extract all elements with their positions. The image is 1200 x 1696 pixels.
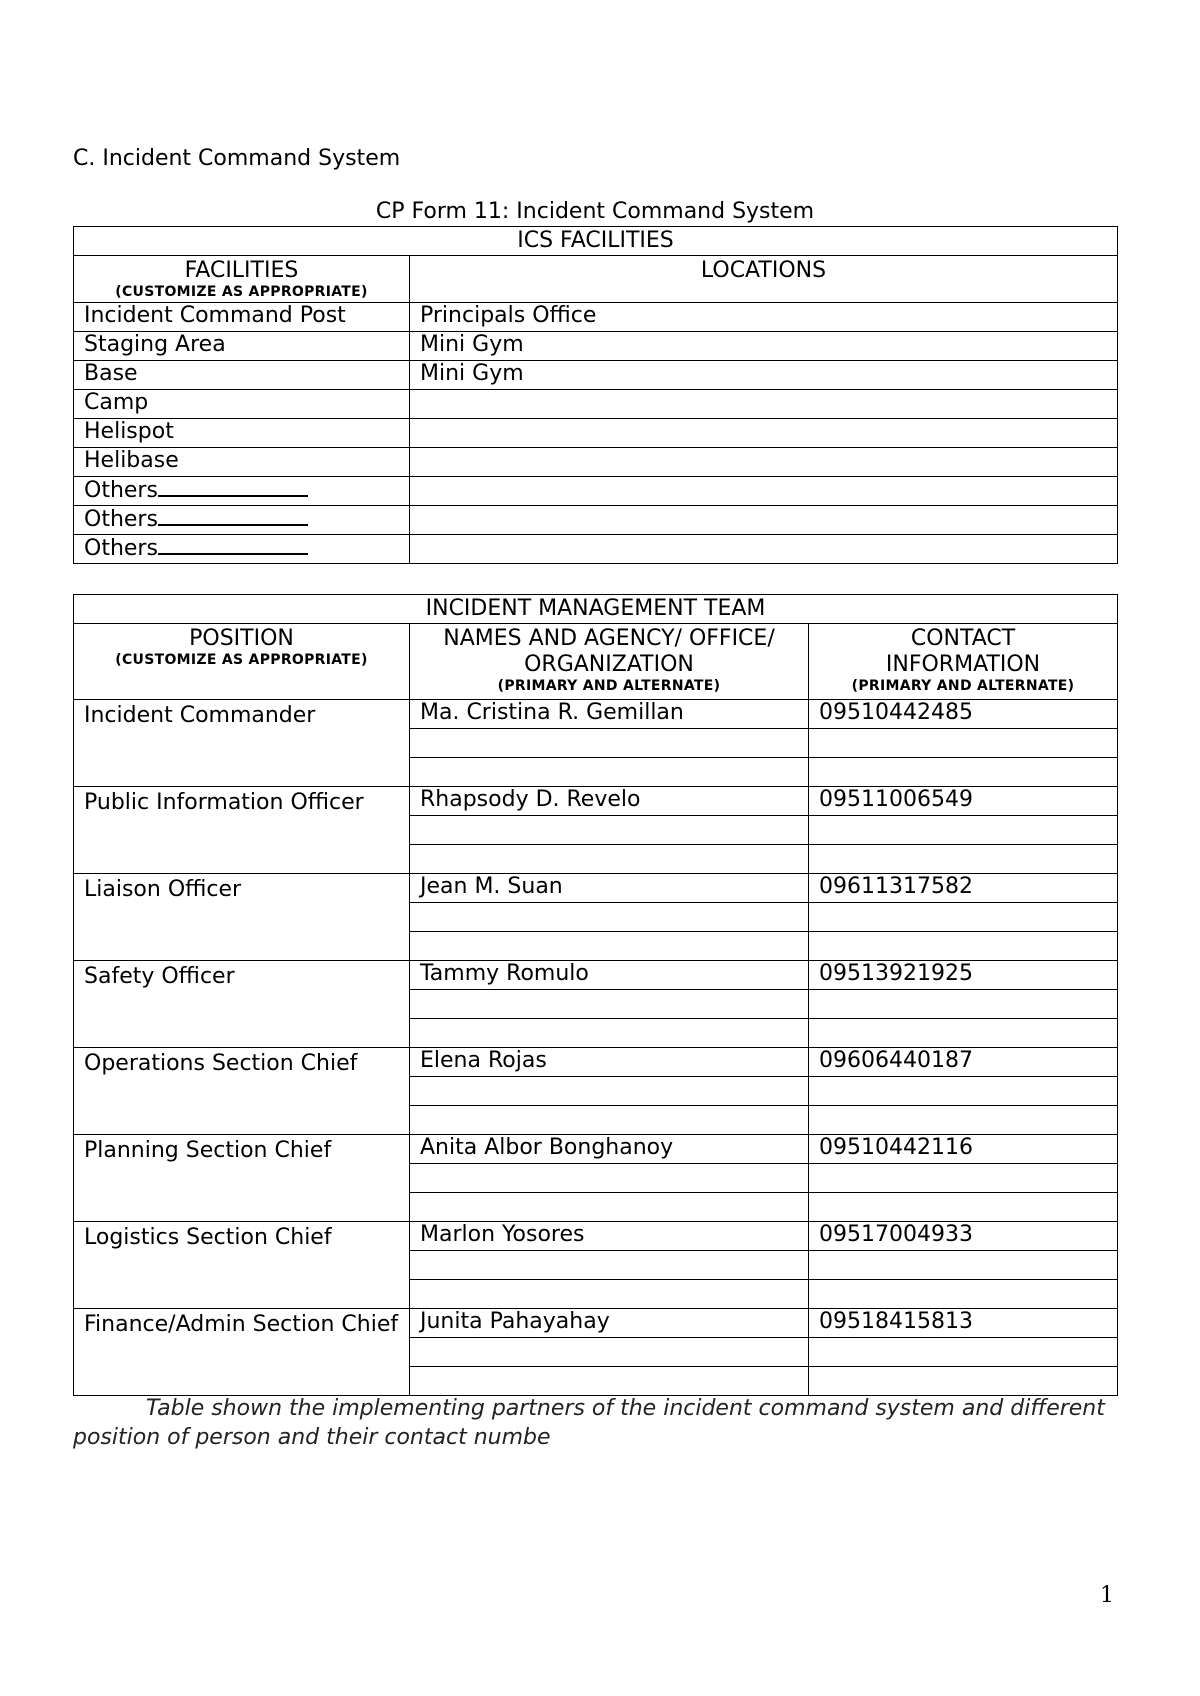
facility-location xyxy=(410,448,1118,477)
member-contact: 09518415813 xyxy=(809,1309,1118,1338)
alternate-contact-cell xyxy=(809,816,1118,845)
names-header xyxy=(410,624,809,700)
alternate-contact-cell xyxy=(809,1367,1118,1396)
facility-location xyxy=(410,477,1118,506)
facility-location xyxy=(410,390,1118,419)
alternate-name-cell xyxy=(410,1280,809,1309)
team-row xyxy=(74,1135,1118,1164)
table-caption xyxy=(73,1394,1117,1452)
facility-name: Others xyxy=(84,536,158,561)
facility-name: Camp xyxy=(84,390,149,415)
table-caption-text: Table shown the implementing partners of the incident command system and different position of person and their contact numbe xyxy=(73,1396,1105,1450)
member-contact: 09513921925 xyxy=(809,961,1118,990)
facility-name-cell xyxy=(74,303,410,332)
blank-fill-line xyxy=(158,477,308,497)
blank-fill-line xyxy=(158,535,308,555)
facility-name-cell xyxy=(74,506,410,535)
facility-name: Incident Command Post xyxy=(84,303,346,328)
facility-name-cell xyxy=(74,535,410,564)
alternate-contact-cell xyxy=(809,1106,1118,1135)
alternate-name-cell xyxy=(410,1251,809,1280)
alternate-name-cell xyxy=(410,1019,809,1048)
page-number: 1 xyxy=(1100,1583,1114,1608)
facility-row xyxy=(74,477,1118,506)
facility-name: Base xyxy=(84,361,138,386)
alternate-name-cell xyxy=(410,1193,809,1222)
alternate-name-cell xyxy=(410,1106,809,1135)
facilities-header-label: FACILITIES xyxy=(184,258,299,283)
position-header-label: POSITION xyxy=(189,626,294,651)
facility-row xyxy=(74,535,1118,564)
facility-name-cell xyxy=(74,448,410,477)
member-contact: 09611317582 xyxy=(809,874,1118,903)
alternate-contact-cell xyxy=(809,729,1118,758)
facility-location: Mini Gym xyxy=(410,361,1118,390)
alternate-name-cell xyxy=(410,729,809,758)
position-cell: Operations Section Chief xyxy=(74,1048,410,1135)
member-name: Ma. Cristina R. Gemillan xyxy=(410,700,809,729)
facility-row xyxy=(74,361,1118,390)
names-header-note: (PRIMARY AND ALTERNATE) xyxy=(497,678,721,694)
team-row xyxy=(74,1222,1118,1251)
team-row xyxy=(74,961,1118,990)
alternate-name-cell xyxy=(410,816,809,845)
position-cell: Finance/Admin Section Chief xyxy=(74,1309,410,1396)
facility-name-cell xyxy=(74,419,410,448)
ics-facilities-table xyxy=(73,226,1118,564)
blank-fill-line xyxy=(158,506,308,526)
team-row xyxy=(74,1048,1118,1077)
locations-header: LOCATIONS xyxy=(410,256,1118,303)
contact-header-line2: INFORMATION xyxy=(885,652,1041,677)
contact-header-line1: CONTACT xyxy=(910,626,1016,651)
alternate-contact-cell xyxy=(809,932,1118,961)
names-header-line1: NAMES AND AGENCY/ OFFICE/ xyxy=(443,626,775,651)
facility-location xyxy=(410,419,1118,448)
alternate-contact-cell xyxy=(809,1019,1118,1048)
member-name: Marlon Yosores xyxy=(410,1222,809,1251)
facility-row xyxy=(74,303,1118,332)
incident-management-team-table xyxy=(73,594,1118,1396)
alternate-contact-cell xyxy=(809,1251,1118,1280)
facility-location xyxy=(410,535,1118,564)
facility-row xyxy=(74,332,1118,361)
alternate-name-cell xyxy=(410,1077,809,1106)
team-row xyxy=(74,1309,1118,1338)
position-header-note: (CUSTOMIZE AS APPROPRIATE) xyxy=(115,652,368,668)
facility-name-cell xyxy=(74,390,410,419)
member-name: Jean M. Suan xyxy=(410,874,809,903)
alternate-name-cell xyxy=(410,932,809,961)
member-contact: 09511006549 xyxy=(809,787,1118,816)
position-cell: Incident Commander xyxy=(74,700,410,787)
member-name: Anita Albor Bonghanoy xyxy=(410,1135,809,1164)
alternate-contact-cell xyxy=(809,845,1118,874)
facility-location xyxy=(410,506,1118,535)
facility-row xyxy=(74,390,1118,419)
section-heading: C. Incident Command System xyxy=(73,146,401,171)
facilities-header xyxy=(74,256,410,303)
facility-row xyxy=(74,448,1118,477)
alternate-contact-cell xyxy=(809,758,1118,787)
alternate-contact-cell xyxy=(809,990,1118,1019)
position-cell: Liaison Officer xyxy=(74,874,410,961)
contact-header-note: (PRIMARY AND ALTERNATE) xyxy=(851,678,1075,694)
member-name: Rhapsody D. Revelo xyxy=(410,787,809,816)
alternate-name-cell xyxy=(410,1164,809,1193)
incident-management-team-title: INCIDENT MANAGEMENT TEAM xyxy=(74,595,1118,624)
alternate-contact-cell xyxy=(809,903,1118,932)
facility-name-cell xyxy=(74,477,410,506)
position-cell: Planning Section Chief xyxy=(74,1135,410,1222)
position-cell: Logistics Section Chief xyxy=(74,1222,410,1309)
alternate-contact-cell xyxy=(809,1338,1118,1367)
team-row xyxy=(74,787,1118,816)
contact-header xyxy=(809,624,1118,700)
alternate-contact-cell xyxy=(809,1193,1118,1222)
member-name: Junita Pahayahay xyxy=(410,1309,809,1338)
facility-name: Others xyxy=(84,478,158,503)
alternate-name-cell xyxy=(410,758,809,787)
alternate-name-cell xyxy=(410,1338,809,1367)
member-contact: 09517004933 xyxy=(809,1222,1118,1251)
alternate-name-cell xyxy=(410,845,809,874)
names-header-line2: ORGANIZATION xyxy=(524,652,694,677)
facilities-header-note: (CUSTOMIZE AS APPROPRIATE) xyxy=(115,284,368,300)
facility-row xyxy=(74,506,1118,535)
facility-location: Principals Office xyxy=(410,303,1118,332)
alternate-contact-cell xyxy=(809,1280,1118,1309)
alternate-name-cell xyxy=(410,990,809,1019)
form-title: CP Form 11: Incident Command System xyxy=(375,199,815,224)
facility-name: Helibase xyxy=(84,448,179,473)
facility-name-cell xyxy=(74,361,410,390)
facility-name: Others xyxy=(84,507,158,532)
member-contact: 09510442485 xyxy=(809,700,1118,729)
alternate-contact-cell xyxy=(809,1077,1118,1106)
alternate-name-cell xyxy=(410,1367,809,1396)
member-contact: 09510442116 xyxy=(809,1135,1118,1164)
alternate-name-cell xyxy=(410,903,809,932)
team-row xyxy=(74,874,1118,903)
alternate-contact-cell xyxy=(809,1164,1118,1193)
facility-name-cell xyxy=(74,332,410,361)
facility-row xyxy=(74,419,1118,448)
member-contact: 09606440187 xyxy=(809,1048,1118,1077)
ics-facilities-title: ICS FACILITIES xyxy=(74,227,1118,256)
facility-name: Helispot xyxy=(84,419,174,444)
position-cell: Public Information Officer xyxy=(74,787,410,874)
facility-name: Staging Area xyxy=(84,332,226,357)
position-header xyxy=(74,624,410,700)
member-name: Elena Rojas xyxy=(410,1048,809,1077)
team-row xyxy=(74,700,1118,729)
facility-location: Mini Gym xyxy=(410,332,1118,361)
member-name: Tammy Romulo xyxy=(410,961,809,990)
position-cell: Safety Officer xyxy=(74,961,410,1048)
